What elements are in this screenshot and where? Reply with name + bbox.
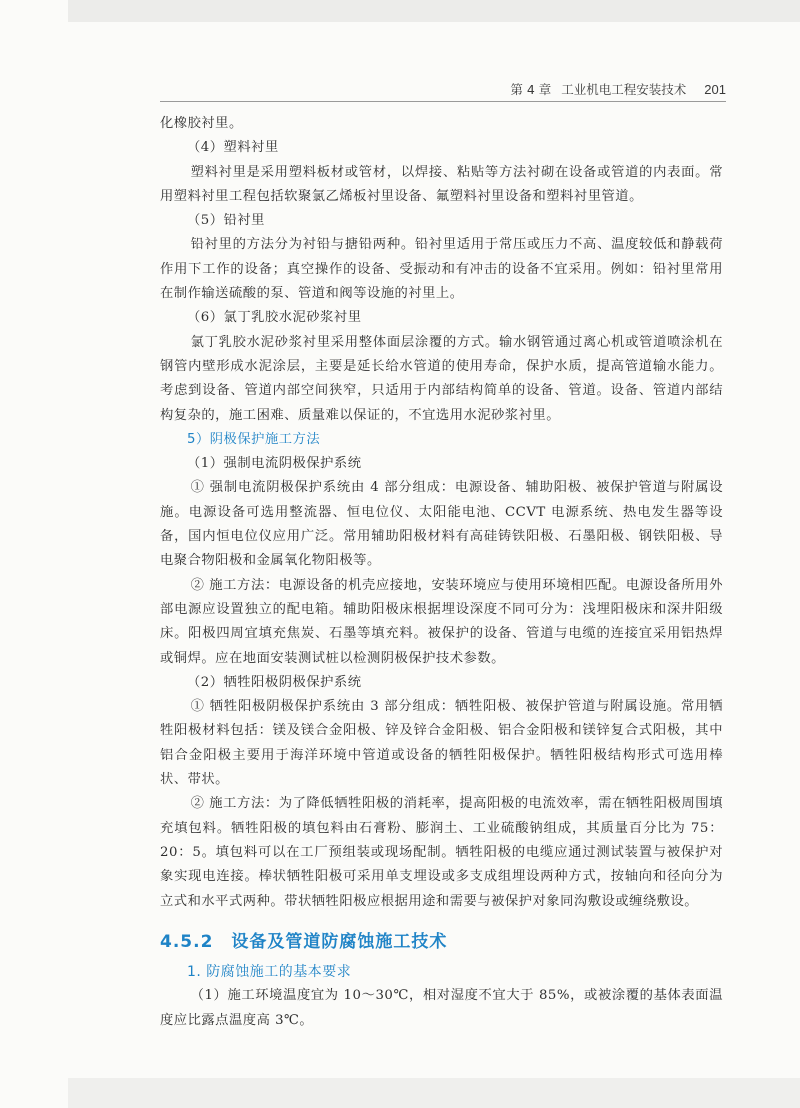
scan-edge-bottom — [68, 1078, 800, 1108]
scan-edge-top — [68, 0, 800, 22]
subheading: （6）氯丁乳胶水泥砂浆衬里 — [187, 310, 362, 326]
subheading: （5）铅衬里 — [187, 213, 265, 229]
heading-cathodic-protection: 5）阴极保护施工方法 — [187, 431, 321, 447]
paragraph: 铅衬里的方法分为衬铅与搪铅两种。铅衬里适用于常压或压力不高、温度较低和静载荷作用下工作的设备；真空操作的设备、受振动和有冲击的设备不宜采用。例如：铅衬里常用在制作输送硫酸的泵、管道和阀等设施的衬里上。 — [160, 237, 723, 302]
page-body — [160, 112, 723, 1033]
section-number: 4.5.2 — [160, 931, 214, 952]
paragraph: ① 强制电流阴极保护系统由 4 部分组成：电源设备、辅助阳极、被保护管道与附属设施。电源设备可选用整流器、恒电位仪、太阳能电池、CCVT 电源系统、热电发生器等设备，国内恒电位仪应用广泛。常用辅助阳极材料有高硅铸铁阳极、石墨阳极、钢铁阳极、导电聚合物阳极和金属氧化物阳极等。 — [160, 480, 723, 569]
paragraph: 塑料衬里是采用塑料板材或管材，以焊接、粘贴等方法衬砌在设备或管道的内表面。常用塑料衬里工程包括软聚氯乙烯板衬里设备、氟塑料衬里设备和塑料衬里管道。 — [160, 164, 723, 204]
heading-basic-requirements: 1. 防腐蚀施工的基本要求 — [187, 964, 352, 981]
header-chapter: 第 4 章 — [510, 82, 552, 97]
subheading: （2）牺牲阳极阴极保护系统 — [187, 674, 362, 690]
paragraph: 化橡胶衬里。 — [160, 116, 243, 131]
header-title: 工业机电工程安装技术 — [561, 82, 687, 97]
section-heading — [160, 930, 723, 954]
header-divider — [160, 101, 726, 102]
paragraph: 氯丁乳胶水泥砂浆衬里采用整体面层涂覆的方式。输水钢管通过离心机或管道喷涂机在钢管内壁形成水泥涂层，主要是延长给水管道的使用寿命，保护水质，提高管道输水能力。考虑到设备、管道内部空间狭窄，只适用于内部结构简单的设备、管道。设备、管道内部结构复杂的，施工困难、质量难以保证的，不宜选用水泥砂浆衬里。 — [160, 334, 723, 423]
paragraph: ② 施工方法：为了降低牺牲阳极的消耗率，提高阳极的电流效率，需在牺牲阳极周围填充填包料。牺牲阳极的填包料由石膏粉、膨润土、工业硫酸钠组成，其质量百分比为 75：20：5。填包料可以在工厂预组装或现场配制。牺牲阳极的电缆应通过测试装置与被保护对象实现电连接。棒状牺牲阳极可采用单支埋设或多支成组埋设两种方式，按轴向和径向分为立式和水平式两种。带状牺牲阳极应根据用途和需要与被保护对象同沟敷设或缠绕敷设。 — [160, 796, 723, 909]
paragraph: ① 牺牲阳极阴极保护系统由 3 部分组成：牺牲阳极、被保护管道与附属设施。常用牺牲阳极材料包括：镁及镁合金阳极、锌及锌合金阳极、铝合金阳极和镁锌复合式阳极，其中铝合金阳极主要用于海洋环境中管道或设备的牺牲阳极保护。牺牲阳极结构形式可选用棒状、带状。 — [160, 699, 723, 788]
paragraph: （1）施工环境温度宜为 10～30℃，相对湿度不宜大于 85%，或被涂覆的基体表面温度应比露点温度高 3℃。 — [160, 988, 723, 1028]
page-number: 201 — [704, 82, 726, 97]
subheading: （4）塑料衬里 — [187, 140, 279, 156]
paragraph: ② 施工方法：电源设备的机壳应接地，安装环境应与使用环境相匹配。电源设备所用外部电源应设置独立的配电箱。辅助阳极床根据埋设深度不同可分为：浅埋阳极床和深井阳级床。阳极四周宜填充焦炭、石墨等填充料。被保护的设备、管道与电缆的连接宜采用铝热焊或铜焊。应在地面安装测试桩以检测阴极保护技术参数。 — [160, 577, 723, 666]
subheading: （1）强制电流阴极保护系统 — [187, 456, 362, 472]
section-title: 设备及管道防腐蚀施工技术 — [231, 931, 448, 952]
